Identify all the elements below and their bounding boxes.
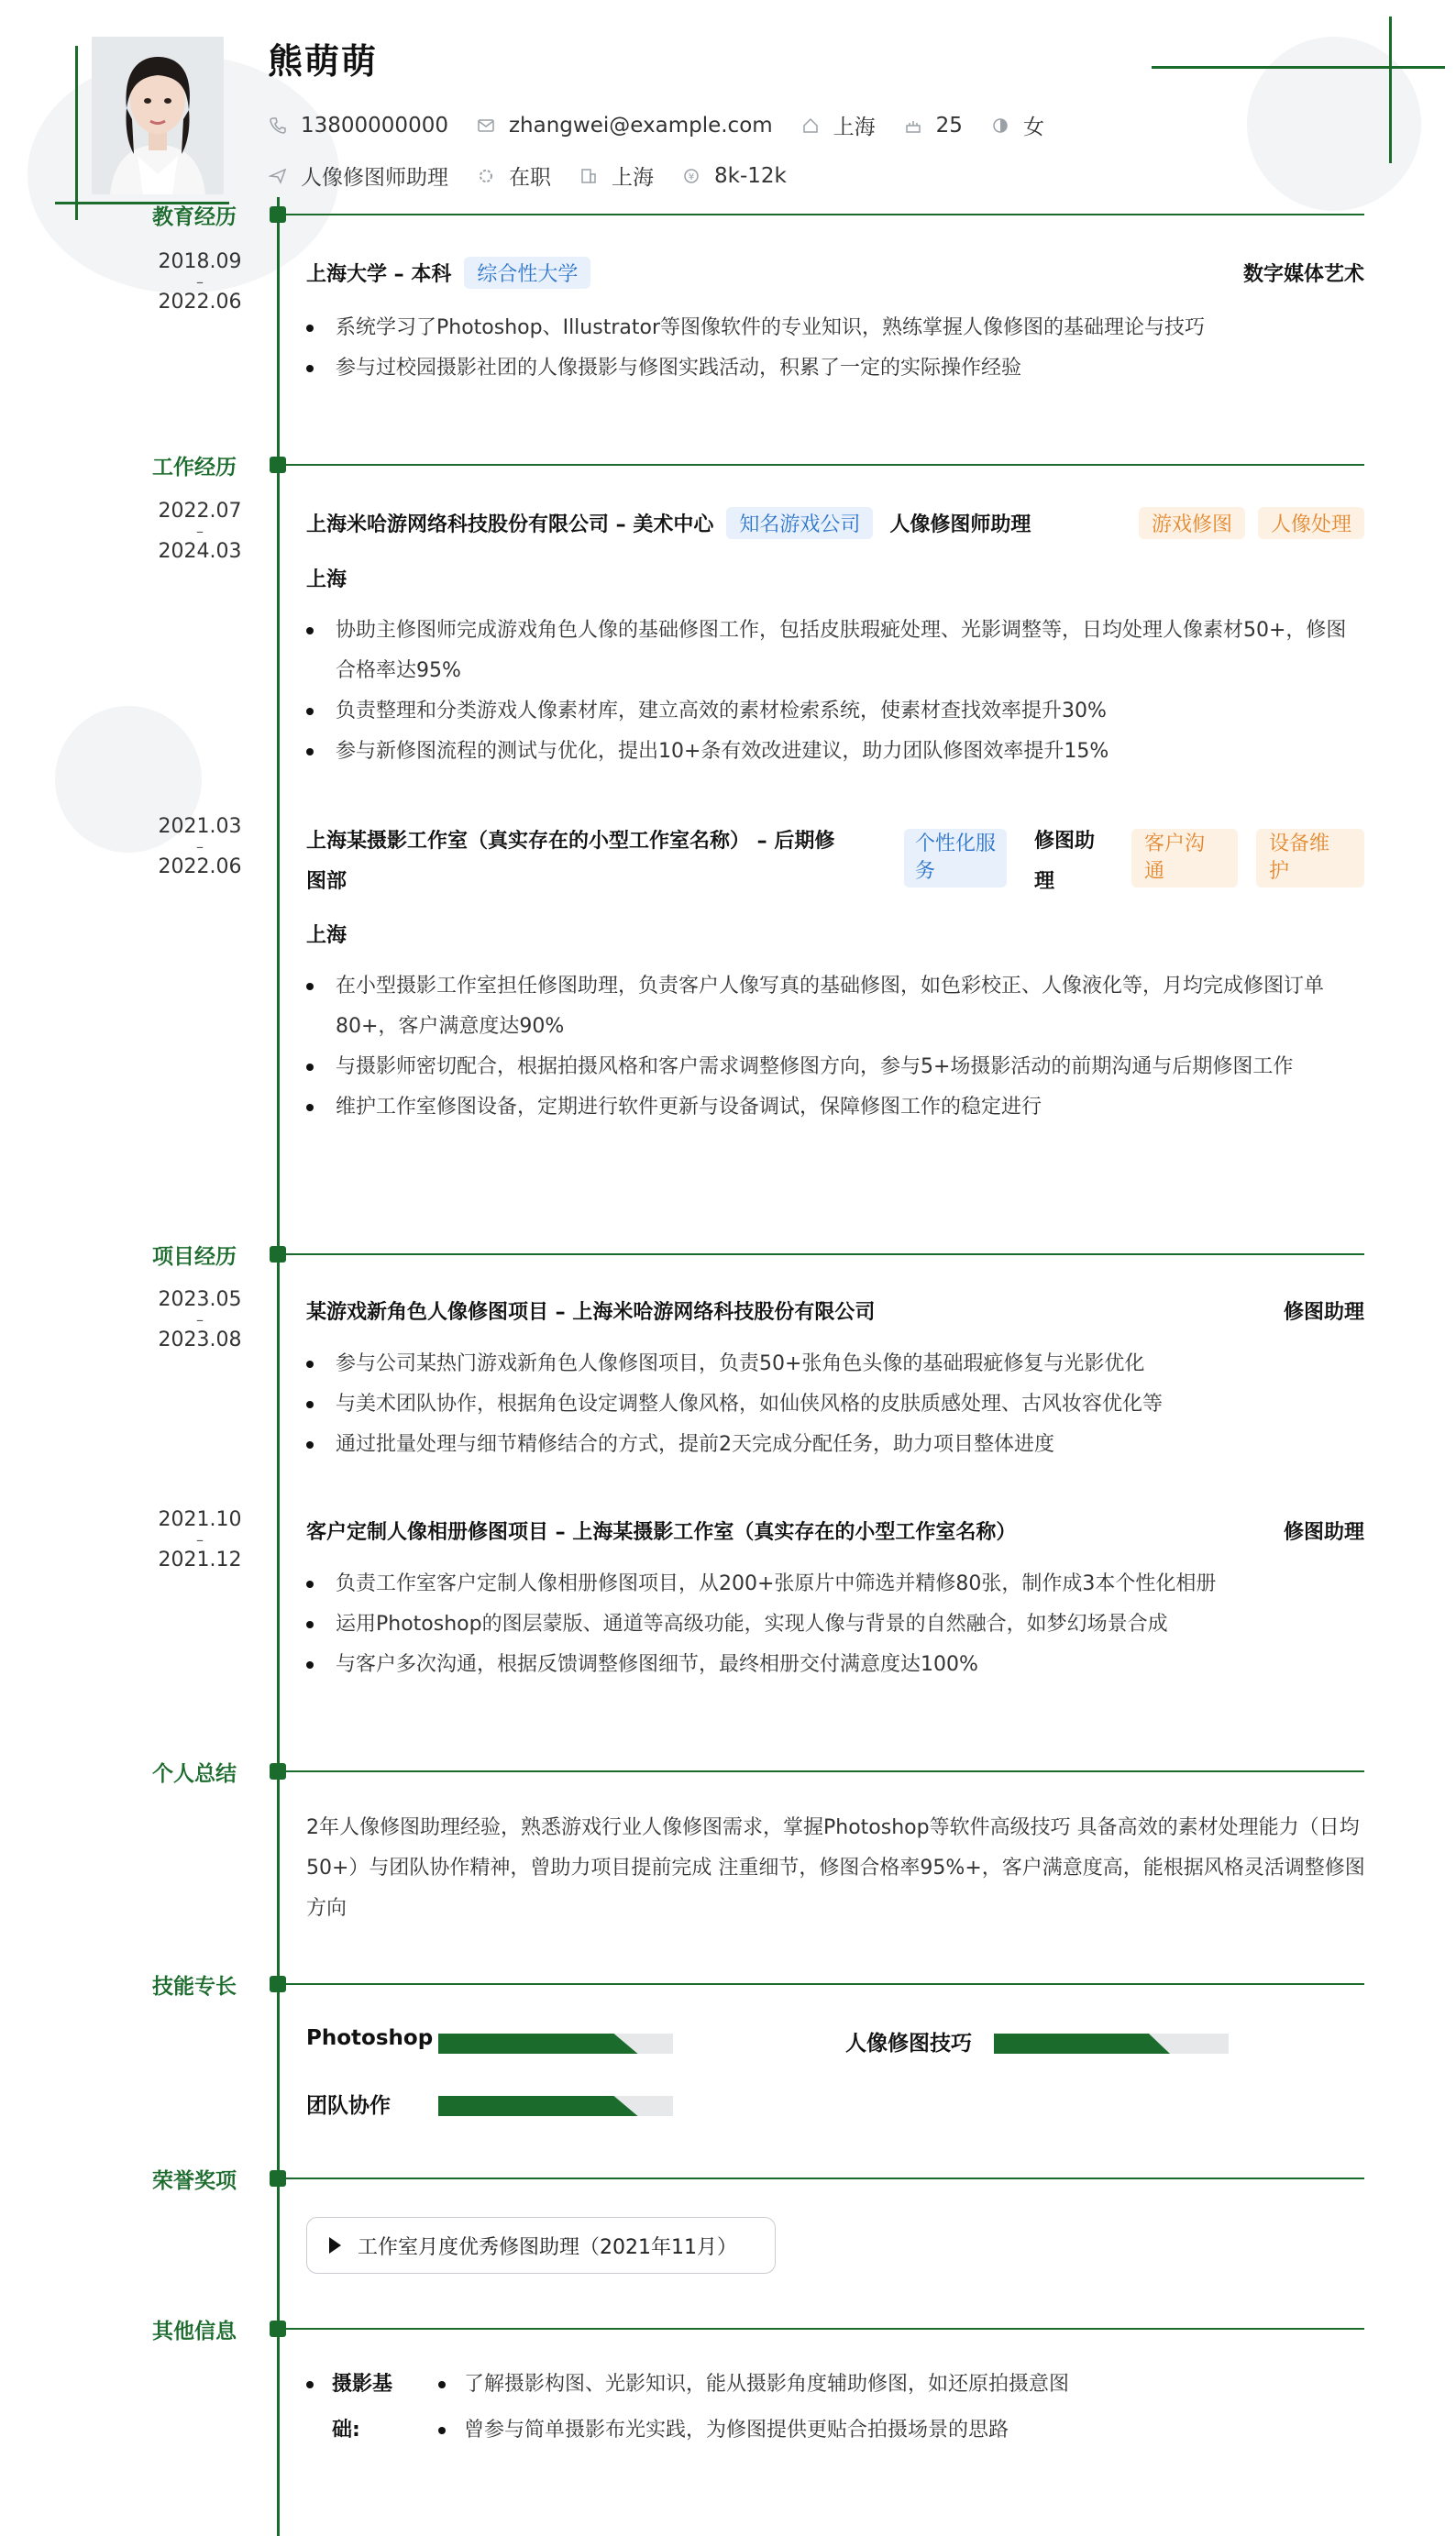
award-item[interactable] [306, 2217, 776, 2274]
section-title-education: 教育经历 [152, 205, 237, 229]
date-end: 2023.08 [158, 1329, 242, 1351]
work-bullets [306, 611, 1361, 772]
section-title-projects: 项目经历 [152, 1245, 237, 1269]
project-bullets [306, 1344, 1361, 1465]
project-title: 某游戏新角色人像修图项目 – 上海米哈游网络科技股份有限公司 [306, 1301, 876, 1324]
list-item: 通过批量处理与细节精修结合的方式，提前2天完成分配任务，助力项目整体进度 [306, 1425, 1361, 1465]
skill-bar-fill [438, 2096, 638, 2116]
skill-bar-fill [994, 2034, 1170, 2054]
bullet-dot [438, 2427, 446, 2434]
project-row [306, 1296, 1364, 1325]
section-marker [270, 1246, 286, 1262]
gender-icon [990, 116, 1010, 136]
project-title: 客户定制人像相册修图项目 – 上海某摄影工作室（真实存在的小型工作室名称） [306, 1521, 1017, 1544]
bullet-dot [306, 2381, 314, 2388]
company-tag: 知名游戏公司 [726, 507, 873, 539]
list-item: 与摄影师密切配合，根据拍摄风格和客户需求调整修图方向，参与5+场摄影活动的前期沟通与后期修图工作 [306, 1047, 1361, 1087]
other-item-text: 曾参与简单摄影布光实践，为修图提供更贴合拍摄场景的思路 [464, 2419, 1009, 2442]
status-icon [476, 166, 496, 186]
position-line: 理 [1034, 870, 1055, 893]
section-divider [278, 2178, 1364, 2179]
company-name: 上海米哈游网络科技股份有限公司 – 美术中心 [306, 513, 714, 536]
skill-name: Photoshop [306, 2026, 434, 2050]
work-bullets [306, 966, 1361, 1128]
building-icon [579, 166, 599, 186]
date-start: 2021.03 [158, 815, 242, 838]
list-item: 维护工作室修图设备，定期进行软件更新与设备调试，保障修图工作的稳定进行 [306, 1087, 1361, 1128]
deco-line [1152, 66, 1445, 69]
section-marker [270, 457, 286, 473]
status-text: 在职 [509, 166, 551, 190]
date-end: 2022.06 [158, 291, 242, 314]
section-marker [270, 2321, 286, 2337]
work-city: 上海 [306, 568, 347, 591]
date-start: 2018.09 [158, 250, 242, 273]
tag-line: 务 [915, 860, 936, 883]
salary-item [681, 164, 787, 188]
other-row [306, 2362, 1069, 2453]
list-item: 协助主修图师完成游戏角色人像的基础修图工作，包括皮肤瑕疵处理、光影调整等，日均处理人像素材50+，修图合格率达95% [306, 611, 1361, 691]
section-divider [278, 1983, 1364, 1985]
gender-text: 女 [1022, 116, 1044, 139]
section-divider [278, 464, 1364, 466]
list-item: 运用Photoshop的图层蒙版、通道等高级功能，实现人像与背景的自然融合，如梦幻场景合成 [306, 1604, 1361, 1645]
major-name: 数字媒体艺术 [1242, 263, 1364, 286]
section-title-work: 工作经历 [152, 456, 237, 480]
list-item: 负责整理和分类游戏人像素材库，建立高效的素材检索系统，使素材查找效率提升30% [306, 691, 1361, 732]
salary-icon [681, 166, 701, 186]
phone-item [268, 114, 448, 138]
work-row [306, 507, 1364, 539]
date-sep: – [196, 273, 204, 291]
phone-text: 13800000000 [301, 113, 448, 138]
email-text: zhangwei@example.com [508, 113, 773, 138]
skill-bar [438, 2034, 673, 2054]
list-item [438, 2362, 1069, 2408]
date-end: 2022.06 [158, 855, 242, 878]
avatar [92, 37, 224, 194]
company-name-line: 图部 [306, 870, 347, 893]
position-name [1034, 821, 1095, 902]
list-item: 系统学习了Photoshop、Illustrator等图像软件的专业知识，熟练掌握人像修图的基础理论与技巧 [306, 308, 1361, 348]
skill-bar [994, 2034, 1229, 2054]
send-icon [268, 166, 288, 186]
job-target-text: 人像修图师助理 [301, 166, 448, 190]
list-item: 参与过校园摄影社团的人像摄影与修图实践活动，积累了一定的实际操作经验 [306, 348, 1361, 389]
gender-item [990, 110, 1044, 140]
date-sep: – [196, 1531, 204, 1549]
skill-bar [438, 2096, 673, 2116]
project-role: 修图助理 [1283, 1301, 1364, 1324]
school-tag: 综合性大学 [464, 257, 590, 289]
date-start: 2021.10 [158, 1508, 242, 1531]
tag-line: 通 [1144, 860, 1165, 883]
email-item [476, 114, 773, 138]
date-range [136, 1289, 264, 1351]
summary-text: 2年人像修图助理经验，熟悉游戏行业人像修图需求，掌握Photoshop等软件高级技巧 具备高效的素材处理能力（日均50+）与团队协作精神，曾助力项目提前完成 注重细节，修图合格率95%+，客户满意度高，能根据风格灵活调整修图方向 [306, 1816, 1365, 1920]
section-title-awards: 荣誉奖项 [152, 2169, 237, 2193]
school-name: 上海大学 – 本科 [306, 263, 452, 286]
salary-text: 8k-12k [714, 163, 787, 188]
project-row [306, 1516, 1364, 1545]
contact-row [268, 110, 1072, 140]
skill-name: 人像修图技巧 [845, 2032, 972, 2056]
skill-tag [1256, 829, 1364, 888]
date-range [136, 816, 264, 878]
location-item [800, 110, 876, 140]
mail-icon [476, 116, 496, 136]
section-divider [278, 214, 1364, 215]
bg-blob [1247, 37, 1421, 211]
bullet-dot [438, 2381, 446, 2388]
list-item: 参与新修图流程的测试与优化，提出10+条有效改进建议，助力团队修图效率提升15% [306, 732, 1361, 772]
tag-line: 设备维 [1269, 832, 1330, 855]
section-marker [270, 1976, 286, 1992]
section-title-other: 其他信息 [152, 2320, 237, 2343]
work-city-item [579, 160, 654, 191]
position-name: 人像修图师助理 [889, 513, 1031, 536]
list-item: 在小型摄影工作室担任修图助理，负责客户人像写真的基础修图，如色彩校正、人像液化等，月均完成修图订单80+，客户满意度达90% [306, 966, 1361, 1047]
skill-item [306, 2089, 391, 2119]
section-divider [278, 2328, 1364, 2330]
skill-item [845, 2026, 972, 2056]
location-text: 上海 [833, 116, 876, 139]
work-city: 上海 [306, 924, 347, 947]
list-item [438, 2408, 1069, 2453]
date-range [136, 251, 264, 314]
date-sep: – [196, 1311, 204, 1329]
tag-line: 个性化服 [915, 832, 997, 855]
home-icon [800, 116, 821, 136]
date-start: 2023.05 [158, 1288, 242, 1311]
other-info [306, 2362, 1069, 2453]
date-start: 2022.07 [158, 500, 242, 523]
position-line: 修图助 [1034, 830, 1096, 853]
list-item: 与客户多次沟通，根据反馈调整修图细节，最终相册交付满意度达100% [306, 1645, 1361, 1685]
section-title-skills: 技能专长 [152, 1975, 237, 1999]
other-label: 摄影基础: [332, 2373, 393, 2442]
project-bullets [306, 1564, 1361, 1685]
date-range [136, 1509, 264, 1571]
tag-line: 客户沟 [1144, 832, 1206, 855]
company-tag [904, 829, 1007, 888]
section-title-summary: 个人总结 [152, 1762, 237, 1786]
project-role: 修图助理 [1283, 1521, 1364, 1544]
other-list [438, 2362, 1069, 2453]
svg-text:¥: ¥ [688, 171, 695, 182]
job-target-item [268, 160, 448, 191]
skill-item [306, 2026, 433, 2050]
age-item [903, 114, 963, 138]
skill-tag: 人像处理 [1258, 507, 1364, 539]
date-range [136, 501, 264, 563]
skill-bar-fill [438, 2034, 638, 2054]
section-divider [278, 1770, 1364, 1772]
tag-line: 护 [1269, 860, 1290, 883]
other-item-text: 了解摄影构图、光影知识，能从摄影角度辅助修图，如还原拍摄意图 [464, 2373, 1070, 2396]
status-item [476, 160, 551, 191]
list-item: 与美术团队协作，根据角色设定调整人像风格，如仙侠风格的皮肤质感处理、古风妆容优化等 [306, 1384, 1361, 1425]
education-row [306, 257, 1364, 289]
list-item: 负责工作室客户定制人像相册修图项目，从200+张原片中筛选并精修80张，制作成3本个性化相册 [306, 1564, 1361, 1604]
date-sep: – [196, 523, 204, 540]
list-item: 参与公司某热门游戏新角色人像修图项目，负责50+张角色头像的基础瑕疵修复与光影优化 [306, 1344, 1361, 1384]
date-end: 2021.12 [158, 1549, 242, 1571]
award-text: 工作室月度优秀修图助理（2021年11月） [358, 2235, 737, 2259]
skill-tag [1131, 829, 1238, 888]
section-marker [270, 2170, 286, 2187]
job-intent-row [268, 160, 814, 191]
work-city-text: 上海 [612, 166, 654, 190]
company-name [306, 821, 893, 902]
company-name-line: 上海某摄影工作室（真实存在的小型工作室名称） – 后期修 [306, 830, 835, 853]
expand-triangle-icon [329, 2237, 341, 2254]
deco-line [1389, 17, 1392, 163]
skill-tag: 游戏修图 [1139, 507, 1245, 539]
date-sep: – [196, 838, 204, 855]
age-icon [903, 116, 923, 136]
deco-line [75, 46, 78, 220]
phone-icon [268, 116, 288, 136]
age-text: 25 [935, 113, 963, 138]
date-end: 2024.03 [158, 540, 242, 563]
section-marker [270, 206, 286, 223]
skill-name: 团队协作 [306, 2094, 391, 2118]
section-marker [270, 1763, 286, 1780]
section-divider [278, 1253, 1364, 1255]
education-bullets [306, 308, 1361, 389]
candidate-name: 熊萌萌 [268, 41, 379, 82]
